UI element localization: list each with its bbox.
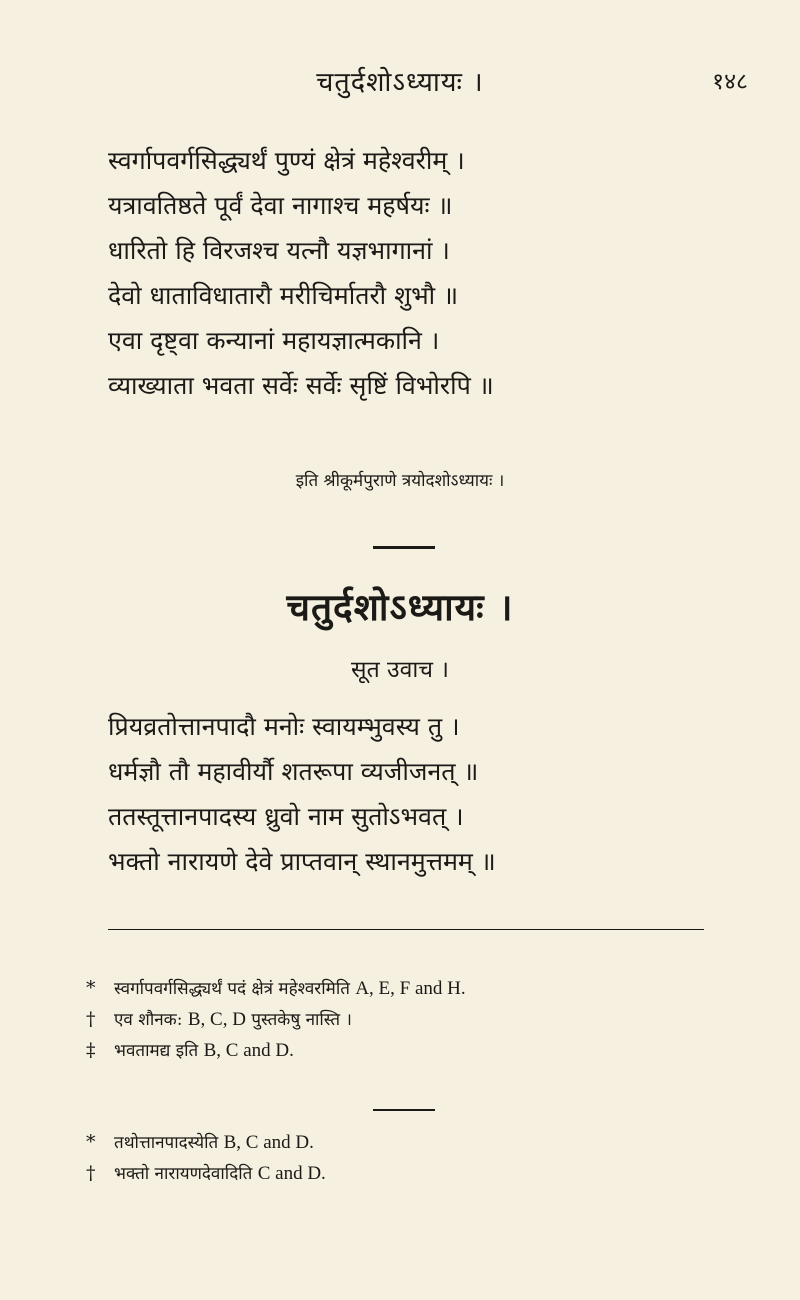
verse-line: व्याख्याता भवता सर्वेः सर्वेः सृष्टिं विभोरपि ॥ [108,371,494,400]
verse-line: भक्तो नारायणे देवे प्राप्तवान् स्थानमुत्तमम् ॥ [108,847,496,876]
verse-line: प्रियव्रतोत्तानपादौ मनोः स्वायम्भुवस्य तु । [108,712,460,741]
footnote-mark: * [86,1131,96,1153]
footnote-mark: * [86,977,96,999]
footnote-mark: ‡ [86,1039,96,1061]
footnote-divider [373,1109,435,1111]
verse-line: धर्मज्ञौ तौ महावीर्यौ शतरूपा व्यजीजनत् ॥ [108,757,479,786]
footnote [86,1035,726,1066]
chapter-colophon: इति श्रीकूर्मपुराणे त्रयोदशोऽध्यायः । [295,471,505,491]
footnote-text: तथोत्तानपादस्येति [114,1133,224,1153]
verse-line: यत्रावतिष्ठते पूर्वं देवा नागाश्च महर्षयः ॥ [108,191,453,220]
footnote-text: भवतामद्य इति [114,1041,204,1061]
chapter-title: चतुर्दशोऽध्यायः । [286,585,514,629]
speaker-line: सूत उवाच । [351,657,449,683]
footnote-sources: B, C and D. [203,1040,294,1061]
verse-line: स्वर्गापवर्गसिद्ध्यर्थं पुण्यं क्षेत्रं महेश्वरीम् । [108,146,465,175]
footnote [86,1158,726,1189]
verse-line: एवा दृष्ट्वा कन्यानां महायज्ञात्मकानि । [108,326,440,355]
running-header [0,62,800,102]
page-number: १४८ [712,69,748,95]
footnote-mark: † [86,1008,96,1030]
footnote-text: एव शौनक: [114,1010,188,1030]
footnotes-lower [86,1127,726,1189]
footnote-sources: C and D. [257,1163,326,1184]
verse-line: ततस्तूत्तानपादस्य ध्रुवो नाम सुतोऽभवत् । [108,802,464,831]
footnote-mark: † [86,1162,96,1184]
running-title: चतुर्दशोऽध्यायः । [316,67,484,98]
footnote-sources: A, E, F and H. [355,978,466,999]
footnote-sources: B, C and D. [223,1132,314,1153]
verse-block-bottom [108,704,708,884]
verse-line: देवो धाताविधातारौ मरीचिर्मातरौ शुभौ ॥ [108,281,459,310]
footnote-rule [108,929,704,930]
verse-line: धारितो हि विरजश्च यत्नौ यज्ञभागानां । [108,236,450,265]
footnote [86,973,726,1004]
footnote [86,1127,726,1158]
footnote-text: स्वर्गापवर्गसिद्ध्यर्थं पदं क्षेत्रं महेश्वरमिति [114,979,356,999]
footnote-sources: B, C, D [187,1009,246,1030]
footnote [86,1004,726,1035]
footnote-text: भक्तो नारायणदेवादिति [114,1164,258,1184]
footnotes-upper [86,973,726,1066]
verse-block-top [108,138,708,408]
footnote-text-after: पुस्तकेषु नास्ति । [245,1010,352,1030]
section-divider [373,546,435,549]
